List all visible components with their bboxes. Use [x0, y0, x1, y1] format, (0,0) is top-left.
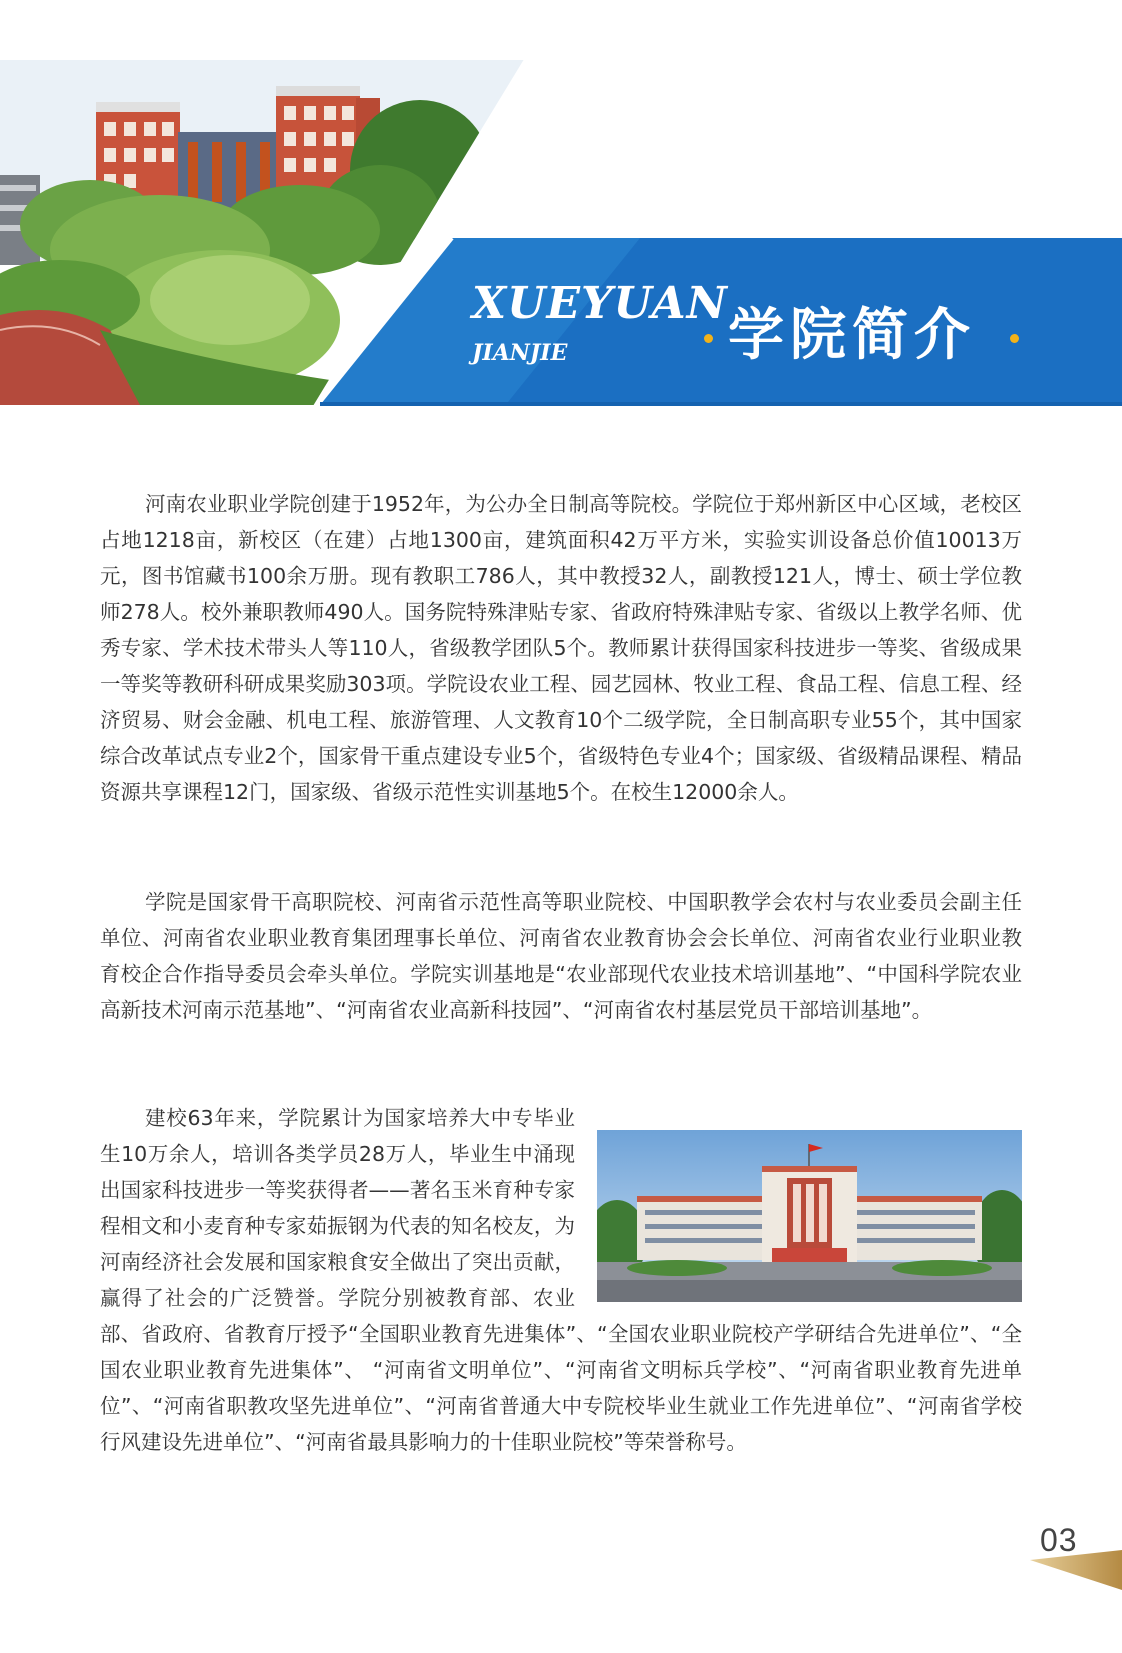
title-en: XUEYUAN [472, 278, 728, 329]
title-en-sub: JIANJIE [472, 340, 568, 366]
accent-dot-left [704, 334, 713, 343]
intro-paragraph-3 [100, 1100, 1022, 1460]
corner-decoration [1030, 1550, 1122, 1594]
main-building-photo [597, 1130, 1022, 1302]
intro-paragraph-1 [100, 486, 1022, 810]
paragraph-text: 建校63年来，学院累计为国家培养大中专毕业生10万余人，培训各类学员28万人，毕业生中涌现出国家科技进步一等奖获得者——著名玉米育种专家程相文和小麦育种专家茹振钢为代表的知名校友，为河南经济社会发展和国家粮食安全做出了突出贡献，赢得了社会的广泛赞誉。学院分别被教育部、农业部、省政府、省教育厅授予“全国职业教育先进集体”、“全国农业职业院校产学研结合先进单位”、“全国农业职业教育先进集体”、 “河南省文明单位”、“河南省文明标兵学校”、“河南省职业教育先进单位”、“河南省职教攻坚先进单位”、“河南省普通大中专院校毕业生就业工作先进单位”、“河南省学校行风建设先进单位”、“河南省最具影响力的十佳职业院校”等荣誉称号。 [100, 1106, 1022, 1454]
paragraph-text: 学院是国家骨干高职院校、河南省示范性高等职业院校、中国职教学会农村与农业委员会副主任单位、河南省农业职业教育集团理事长单位、河南省农业教育协会会长单位、河南省农业行业职业教育校企合作指导委员会牵头单位。学院实训基地是“农业部现代农业技术培训基地”、“中国科学院农业高新技术河南示范基地”、“河南省农业高新科技园”、“河南省农村基层党员干部培训基地”。 [100, 890, 1022, 1022]
paragraph-text: 河南农业职业学院创建于1952年，为公办全日制高等院校。学院位于郑州新区中心区域，老校区占地1218亩，新校区（在建）占地1300亩，建筑面积42万平方米，实验实训设备总价值10013万元，图书馆藏书100余万册。现有教职工786人，其中教授32人，副教授121人，博士、硕士学位教师278人。校外兼职教师490人。国务院特殊津贴专家、省政府特殊津贴专家、省级以上教学名师、优秀专家、学术技术带头人等110人，省级教学团队5个。教师累计获得国家科技进步一等奖、省级成果一等奖等教研科研成果奖励303项。学院设农业工程、园艺园林、牧业工程、食品工程、信息工程、经济贸易、财会金融、机电工程、旅游管理、人文教育10个二级学院，全日制高职专业55个，其中国家综合改革试点专业2个，国家骨干重点建设专业5个，省级特色专业4个；国家级、省级精品课程、精品资源共享课程12门，国家级、省级示范性实训基地5个。在校生12000余人。 [100, 492, 1022, 804]
title-cn: 学院简介 [728, 303, 976, 368]
page-number: 03 [1040, 1522, 1078, 1558]
accent-dot-right [1010, 334, 1019, 343]
intro-paragraph-2 [100, 884, 1022, 1028]
